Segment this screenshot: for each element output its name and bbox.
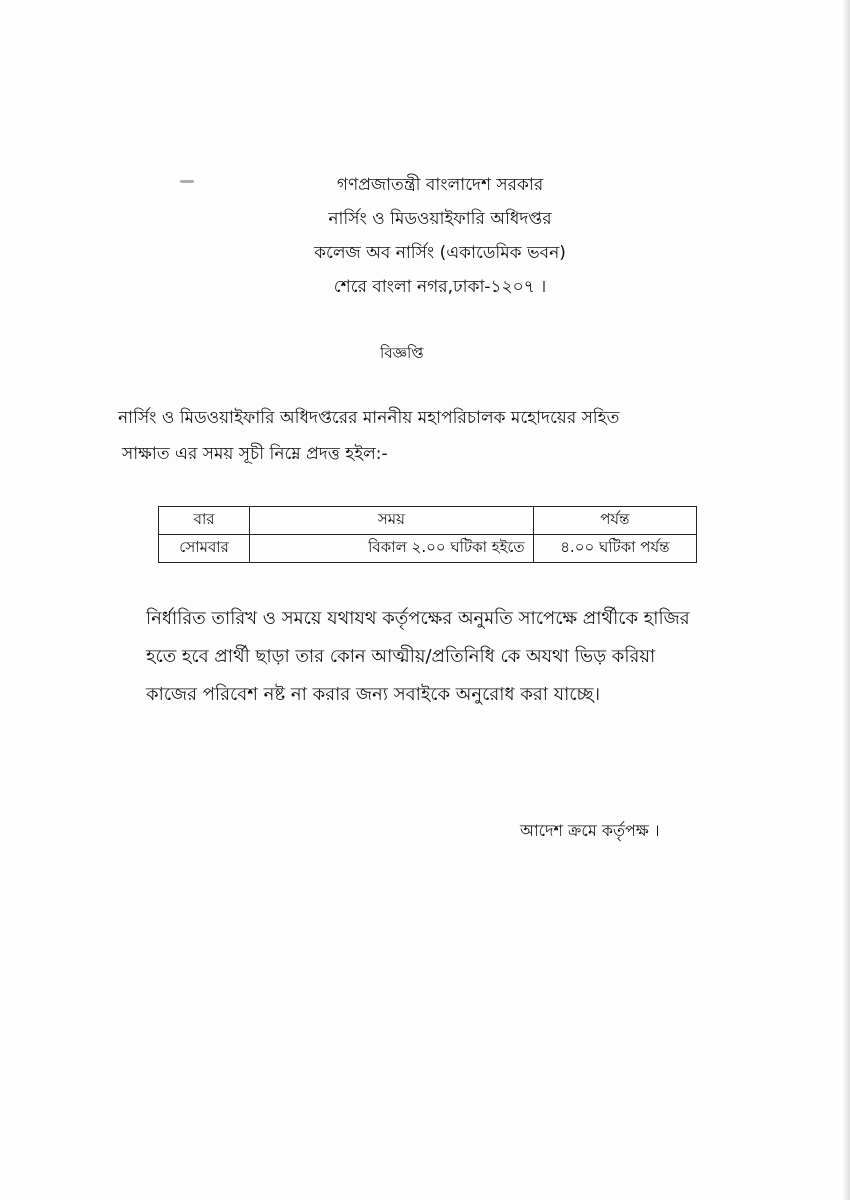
header-government: গণপ্রজাতন্ত্রী বাংলাদেশ সরকার [336, 175, 544, 195]
cell-day: সোমবার [159, 535, 250, 563]
letterhead [240, 168, 640, 304]
table-row [159, 535, 697, 563]
column-header-time: সময় [250, 507, 534, 535]
schedule-table [158, 506, 697, 563]
header-address: শেরে বাংলা নগর,ঢাকা-১২০৭ । [333, 277, 547, 297]
intro-line: সাক্ষাত এর সময় সূচী নিম্নে প্রদত্ত হইল:- [122, 444, 388, 464]
notice-title: বিজ্ঞপ্তি [380, 344, 424, 362]
signature-line: আদেশ ক্রমে কর্তৃপক্ষ । [520, 821, 660, 840]
instructions-paragraph [146, 600, 786, 714]
header-college: কলেজ অব নার্সিং (একাডেমিক ভবন) [314, 243, 566, 263]
instructions-line: কাজের পরিবেশ নষ্ট না করার জন্য সবাইকে অনুরোধ করা যাচ্ছে। [146, 684, 601, 705]
column-header-day: বার [159, 507, 250, 535]
instructions-line: হতে হবে প্রার্থী ছাড়া তার কোন আত্মীয়/প্রতিনিধি কে অযথা ভিড় করিয়া [146, 646, 656, 667]
header-directorate: নার্সিং ও মিডওয়াইফারি অধিদপ্তর [328, 209, 552, 229]
scan-speck [180, 180, 194, 183]
column-header-until: পর্যন্ত [533, 507, 696, 535]
scan-edge-shadow [842, 0, 850, 1200]
intro-line: নার্সিং ও মিডওয়াইফারি অধিদপ্তরের মাননীয় মহাপরিচালক মহোদয়ের সহিত [118, 408, 620, 428]
instructions-line: নির্ধারিত তারিখ ও সময়ে যথাযথ কর্তৃপক্ষের অনুমতি সাপেক্ষে প্রার্থীকে হাজির [146, 608, 690, 629]
table-header-row [159, 507, 697, 535]
intro-paragraph [118, 400, 738, 472]
cell-time-from: বিকাল ২.০০ ঘটিকা হইতে [250, 535, 534, 563]
cell-time-until: ৪.০০ ঘটিকা পর্যন্ত [533, 535, 696, 563]
